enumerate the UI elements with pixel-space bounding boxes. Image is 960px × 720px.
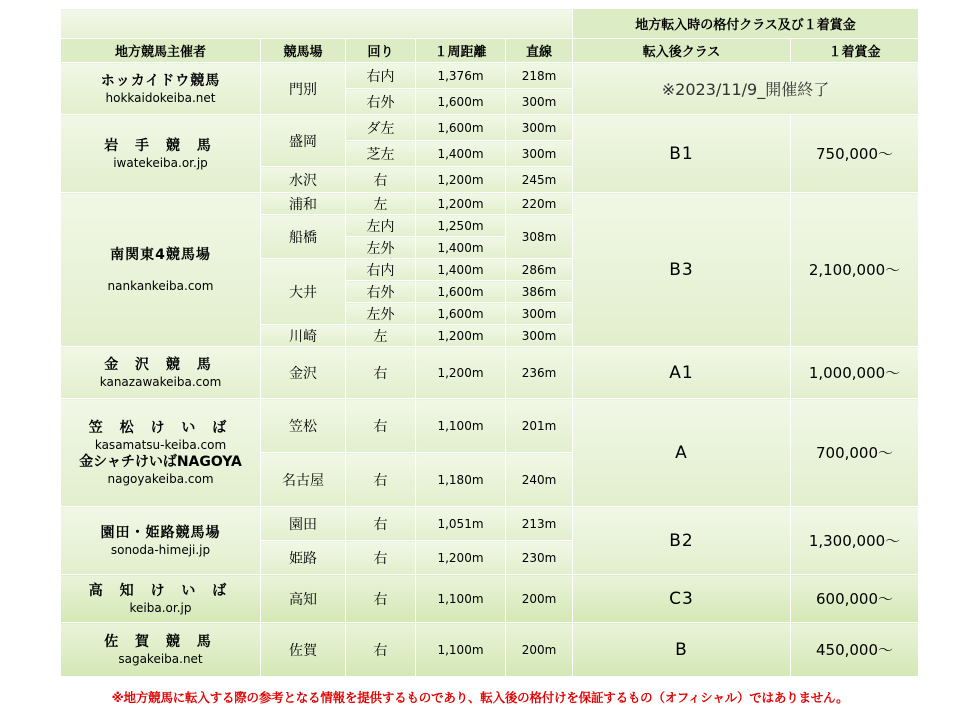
row-straight: 236m [506, 347, 573, 399]
organizer-saga [61, 623, 261, 677]
row-straight: 218m [506, 63, 573, 89]
organizer-iwate [61, 115, 261, 193]
organizer-kochi [61, 575, 261, 623]
row-straight: 300m [506, 115, 573, 141]
prize-kochi: 600,000～ [791, 575, 919, 623]
header-class: 転入後クラス [573, 39, 791, 63]
organizer-url: iwatekeiba.or.jp [113, 155, 208, 170]
prize-iwate: 750,000～ [791, 115, 919, 193]
track-funabashi: 船橋 [261, 215, 346, 259]
header-prize: １着賞金 [791, 39, 919, 63]
header-group-title: 地方転入時の格付クラス及び１着賞金 [573, 9, 919, 39]
row-straight: 240m [506, 453, 573, 507]
row-straight: 300m [506, 141, 573, 167]
track-nagoya: 名古屋 [261, 453, 346, 507]
row-direction: 右 [346, 399, 416, 453]
row-distance: 1,600m [416, 115, 506, 141]
organizer-url: keiba.or.jp [129, 600, 192, 615]
track-saga: 佐賀 [261, 623, 346, 677]
organizer-name: 園田・姫路競馬場 [100, 524, 221, 541]
organizer-name-nagoya: 金シャチけいばNAGOYA [79, 453, 242, 470]
row-distance: 1,100m [416, 623, 506, 677]
row-distance: 1,100m [416, 399, 506, 453]
organizer-kasamatsu-nagoya [61, 399, 261, 507]
row-straight: 213m [506, 507, 573, 541]
row-direction: 芝左 [346, 141, 416, 167]
row-direction: 右 [346, 347, 416, 399]
prize-sonoda-himeji: 1,300,000～ [791, 507, 919, 575]
organizer-name: 南関東4競馬場 [110, 246, 211, 263]
row-direction: 右 [346, 541, 416, 575]
row-distance: 1,400m [416, 259, 506, 281]
organizer-url: kasamatsu-keiba.com [94, 437, 227, 452]
track-kasamatsu: 笠松 [261, 399, 346, 453]
track-mizusawa: 水沢 [261, 167, 346, 193]
row-direction: ダ左 [346, 115, 416, 141]
hokkaido-ended-note: ※2023/11/9_開催終了 [573, 63, 919, 115]
row-direction: 左外 [346, 237, 416, 259]
row-straight: 220m [506, 193, 573, 215]
header-distance: １周距離 [416, 39, 506, 63]
row-distance: 1,600m [416, 89, 506, 115]
row-direction: 左外 [346, 303, 416, 325]
row-distance: 1,600m [416, 281, 506, 303]
track-himeji: 姫路 [261, 541, 346, 575]
row-distance: 1,200m [416, 193, 506, 215]
class-kasamatsu-nagoya: A [573, 399, 791, 507]
organizer-name: ホッカイドウ競馬 [100, 72, 221, 89]
row-distance: 1,400m [416, 237, 506, 259]
organizer-kanazawa [61, 347, 261, 399]
class-minami-kanto: B3 [573, 193, 791, 347]
organizer-minami-kanto [61, 193, 261, 347]
row-straight: 200m [506, 623, 573, 677]
organizer-url-nagoya: nagoyakeiba.com [107, 471, 214, 486]
row-straight: 308m [506, 215, 573, 259]
row-straight: 386m [506, 281, 573, 303]
row-distance: 1,051m [416, 507, 506, 541]
class-sonoda-himeji: B2 [573, 507, 791, 575]
row-direction: 右外 [346, 89, 416, 115]
class-iwate: B1 [573, 115, 791, 193]
organizer-sonoda-himeji [61, 507, 261, 575]
track-oi: 大井 [261, 259, 346, 325]
header-track: 競馬場 [261, 39, 346, 63]
track-sonoda: 園田 [261, 507, 346, 541]
organizer-url: kanazawakeiba.com [99, 374, 222, 389]
row-straight: 300m [506, 89, 573, 115]
row-straight: 300m [506, 303, 573, 325]
row-direction: 右 [346, 575, 416, 623]
prize-saga: 450,000～ [791, 623, 919, 677]
row-direction: 右内 [346, 259, 416, 281]
transfer-class-table [60, 8, 919, 677]
track-kanazawa: 金沢 [261, 347, 346, 399]
header-direction: 回り [346, 39, 416, 63]
row-distance: 1,200m [416, 325, 506, 347]
row-straight: 286m [506, 259, 573, 281]
class-kanazawa: A1 [573, 347, 791, 399]
header-organizer: 地方競馬主催者 [61, 39, 261, 63]
organizer-url: sagakeiba.net [118, 651, 203, 666]
row-straight: 230m [506, 541, 573, 575]
row-direction: 右 [346, 167, 416, 193]
organizer-name: 佐 賀 競 馬 [104, 633, 217, 650]
row-distance: 1,250m [416, 215, 506, 237]
track-kochi: 高知 [261, 575, 346, 623]
header-blank [61, 9, 573, 39]
header-straight: 直線 [506, 39, 573, 63]
organizer-name: 笠 松 け い ば [88, 419, 233, 436]
class-kochi: C3 [573, 575, 791, 623]
organizer-url: nankankeiba.com [107, 278, 214, 293]
row-direction: 左 [346, 325, 416, 347]
track-kawasaki: 川崎 [261, 325, 346, 347]
row-distance: 1,600m [416, 303, 506, 325]
row-direction: 左内 [346, 215, 416, 237]
row-distance: 1,400m [416, 141, 506, 167]
track-monbetsu: 門別 [261, 63, 346, 115]
organizer-url: sonoda-himeji.jp [110, 542, 211, 557]
row-direction: 右 [346, 623, 416, 677]
row-direction: 右内 [346, 63, 416, 89]
row-distance: 1,376m [416, 63, 506, 89]
prize-minami-kanto: 2,100,000～ [791, 193, 919, 347]
row-direction: 左 [346, 193, 416, 215]
organizer-name: 高 知 け い ば [88, 582, 233, 599]
track-morioka: 盛岡 [261, 115, 346, 167]
organizer-hokkaido [61, 63, 261, 115]
row-direction: 右外 [346, 281, 416, 303]
row-distance: 1,200m [416, 541, 506, 575]
disclaimer-footer: ※地方競馬に転入する際の参考となる情報を提供するものであり、転入後の格付けを保証するもの（オフィシャル）ではありません。 [111, 690, 849, 705]
track-urawa: 浦和 [261, 193, 346, 215]
row-distance: 1,100m [416, 575, 506, 623]
row-straight: 200m [506, 575, 573, 623]
row-direction: 右 [346, 453, 416, 507]
row-distance: 1,180m [416, 453, 506, 507]
prize-kanazawa: 1,000,000～ [791, 347, 919, 399]
prize-kasamatsu-nagoya: 700,000～ [791, 399, 919, 507]
row-distance: 1,200m [416, 347, 506, 399]
row-distance: 1,200m [416, 167, 506, 193]
class-saga: B [573, 623, 791, 677]
row-straight: 300m [506, 325, 573, 347]
row-straight: 245m [506, 167, 573, 193]
organizer-url: hokkaidokeiba.net [105, 90, 216, 105]
organizer-name: 金 沢 競 馬 [104, 356, 217, 373]
row-straight: 201m [506, 399, 573, 453]
organizer-name: 岩 手 競 馬 [104, 137, 217, 154]
row-direction: 右 [346, 507, 416, 541]
